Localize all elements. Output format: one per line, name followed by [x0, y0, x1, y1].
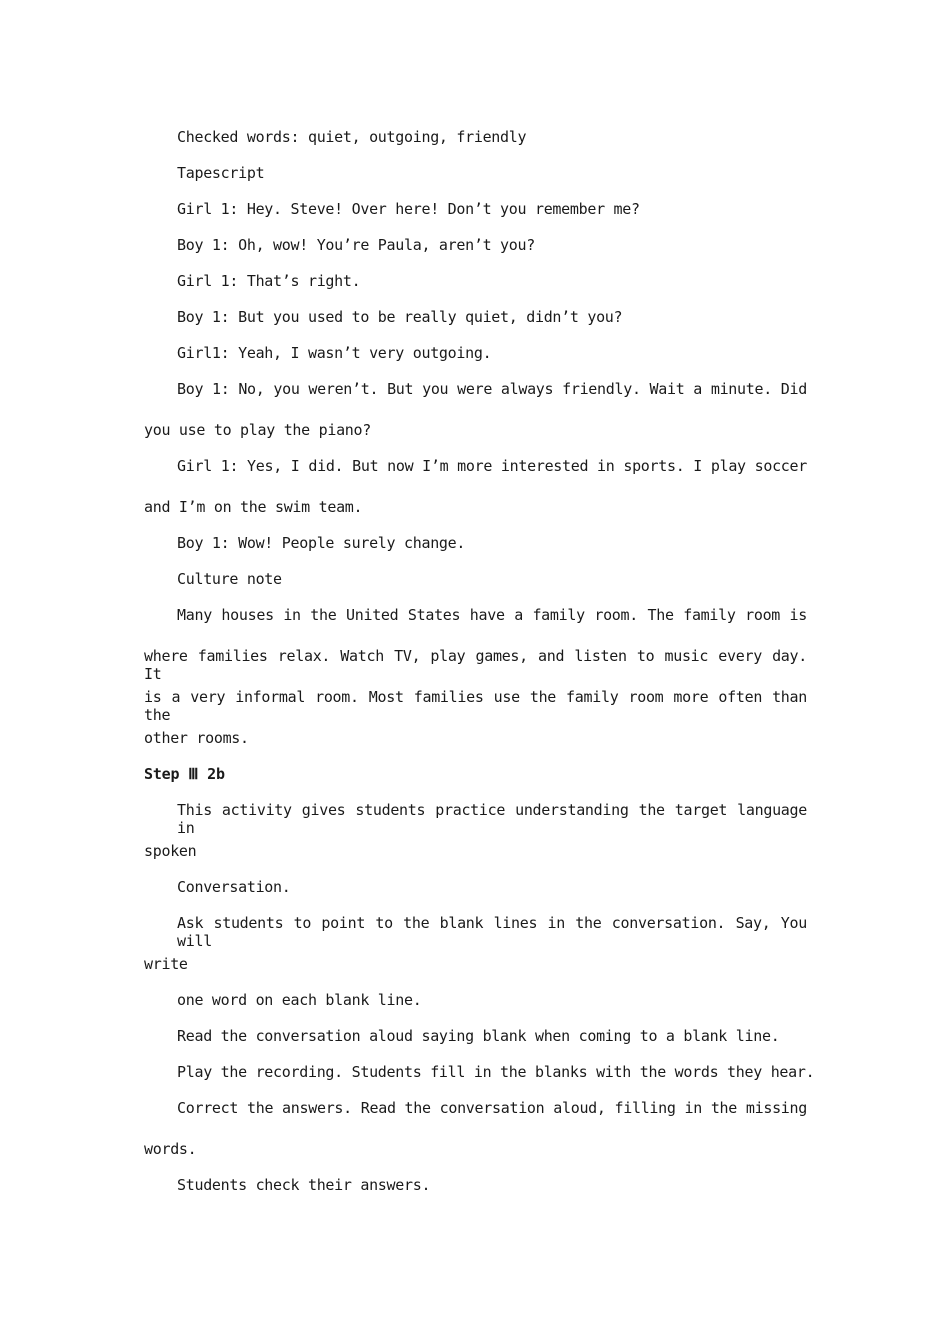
- activity-text-line: Play the recording. Students fill in the blanks with the words they hear.: [177, 1063, 815, 1081]
- activity-text-line: spoken: [144, 842, 197, 860]
- culture-note-paragraph-line: Many houses in the United States have a family room. The family room is: [177, 606, 807, 624]
- dialogue-line: Boy 1: No, you weren’t. But you were always friendly. Wait a minute. Did: [177, 380, 807, 398]
- dialogue-line: Girl 1: Yes, I did. But now I’m more interested in sports. I play soccer: [177, 457, 807, 475]
- culture-note-heading: Culture note: [177, 570, 282, 588]
- activity-text-line: Ask students to point to the blank lines in the conversation. Say, You will: [177, 914, 807, 950]
- culture-note-paragraph-line: is a very informal room. Most families use the family room more often than the: [144, 688, 807, 724]
- dialogue-line: Girl 1: That’s right.: [177, 272, 361, 290]
- dialogue-line: Boy 1: Wow! People surely change.: [177, 534, 466, 552]
- activity-text-line: This activity gives students practice understanding the target language in: [177, 801, 807, 837]
- activity-text-line: one word on each blank line.: [177, 991, 422, 1009]
- activity-text-line: write: [144, 955, 188, 973]
- tapescript-heading: Tapescript: [177, 164, 265, 182]
- culture-note-paragraph-line: other rooms.: [144, 729, 249, 747]
- step-heading: Step Ⅲ 2b: [144, 765, 225, 783]
- dialogue-line: Boy 1: Oh, wow! You’re Paula, aren’t you?: [177, 236, 535, 254]
- activity-text-line: Conversation.: [177, 878, 291, 896]
- dialogue-line: Boy 1: But you used to be really quiet, didn’t you?: [177, 308, 623, 326]
- culture-note-paragraph-line: where families relax. Watch TV, play games, and listen to music every day. It: [144, 647, 807, 683]
- activity-text-line: Read the conversation aloud saying blank when coming to a blank line.: [177, 1027, 780, 1045]
- checked-words-line: Checked words: quiet, outgoing, friendly: [177, 128, 527, 146]
- dialogue-line-continued: and I’m on the swim team.: [144, 498, 363, 516]
- activity-text-line: words.: [144, 1140, 197, 1158]
- dialogue-line: Girl 1: Hey. Steve! Over here! Don’t you remember me?: [177, 200, 640, 218]
- dialogue-line-continued: you use to play the piano?: [144, 421, 372, 439]
- activity-text-line: Correct the answers. Read the conversation aloud, filling in the missing: [177, 1099, 807, 1117]
- activity-text-line: Students check their answers.: [177, 1176, 431, 1194]
- dialogue-line: Girl1: Yeah, I wasn’t very outgoing.: [177, 344, 492, 362]
